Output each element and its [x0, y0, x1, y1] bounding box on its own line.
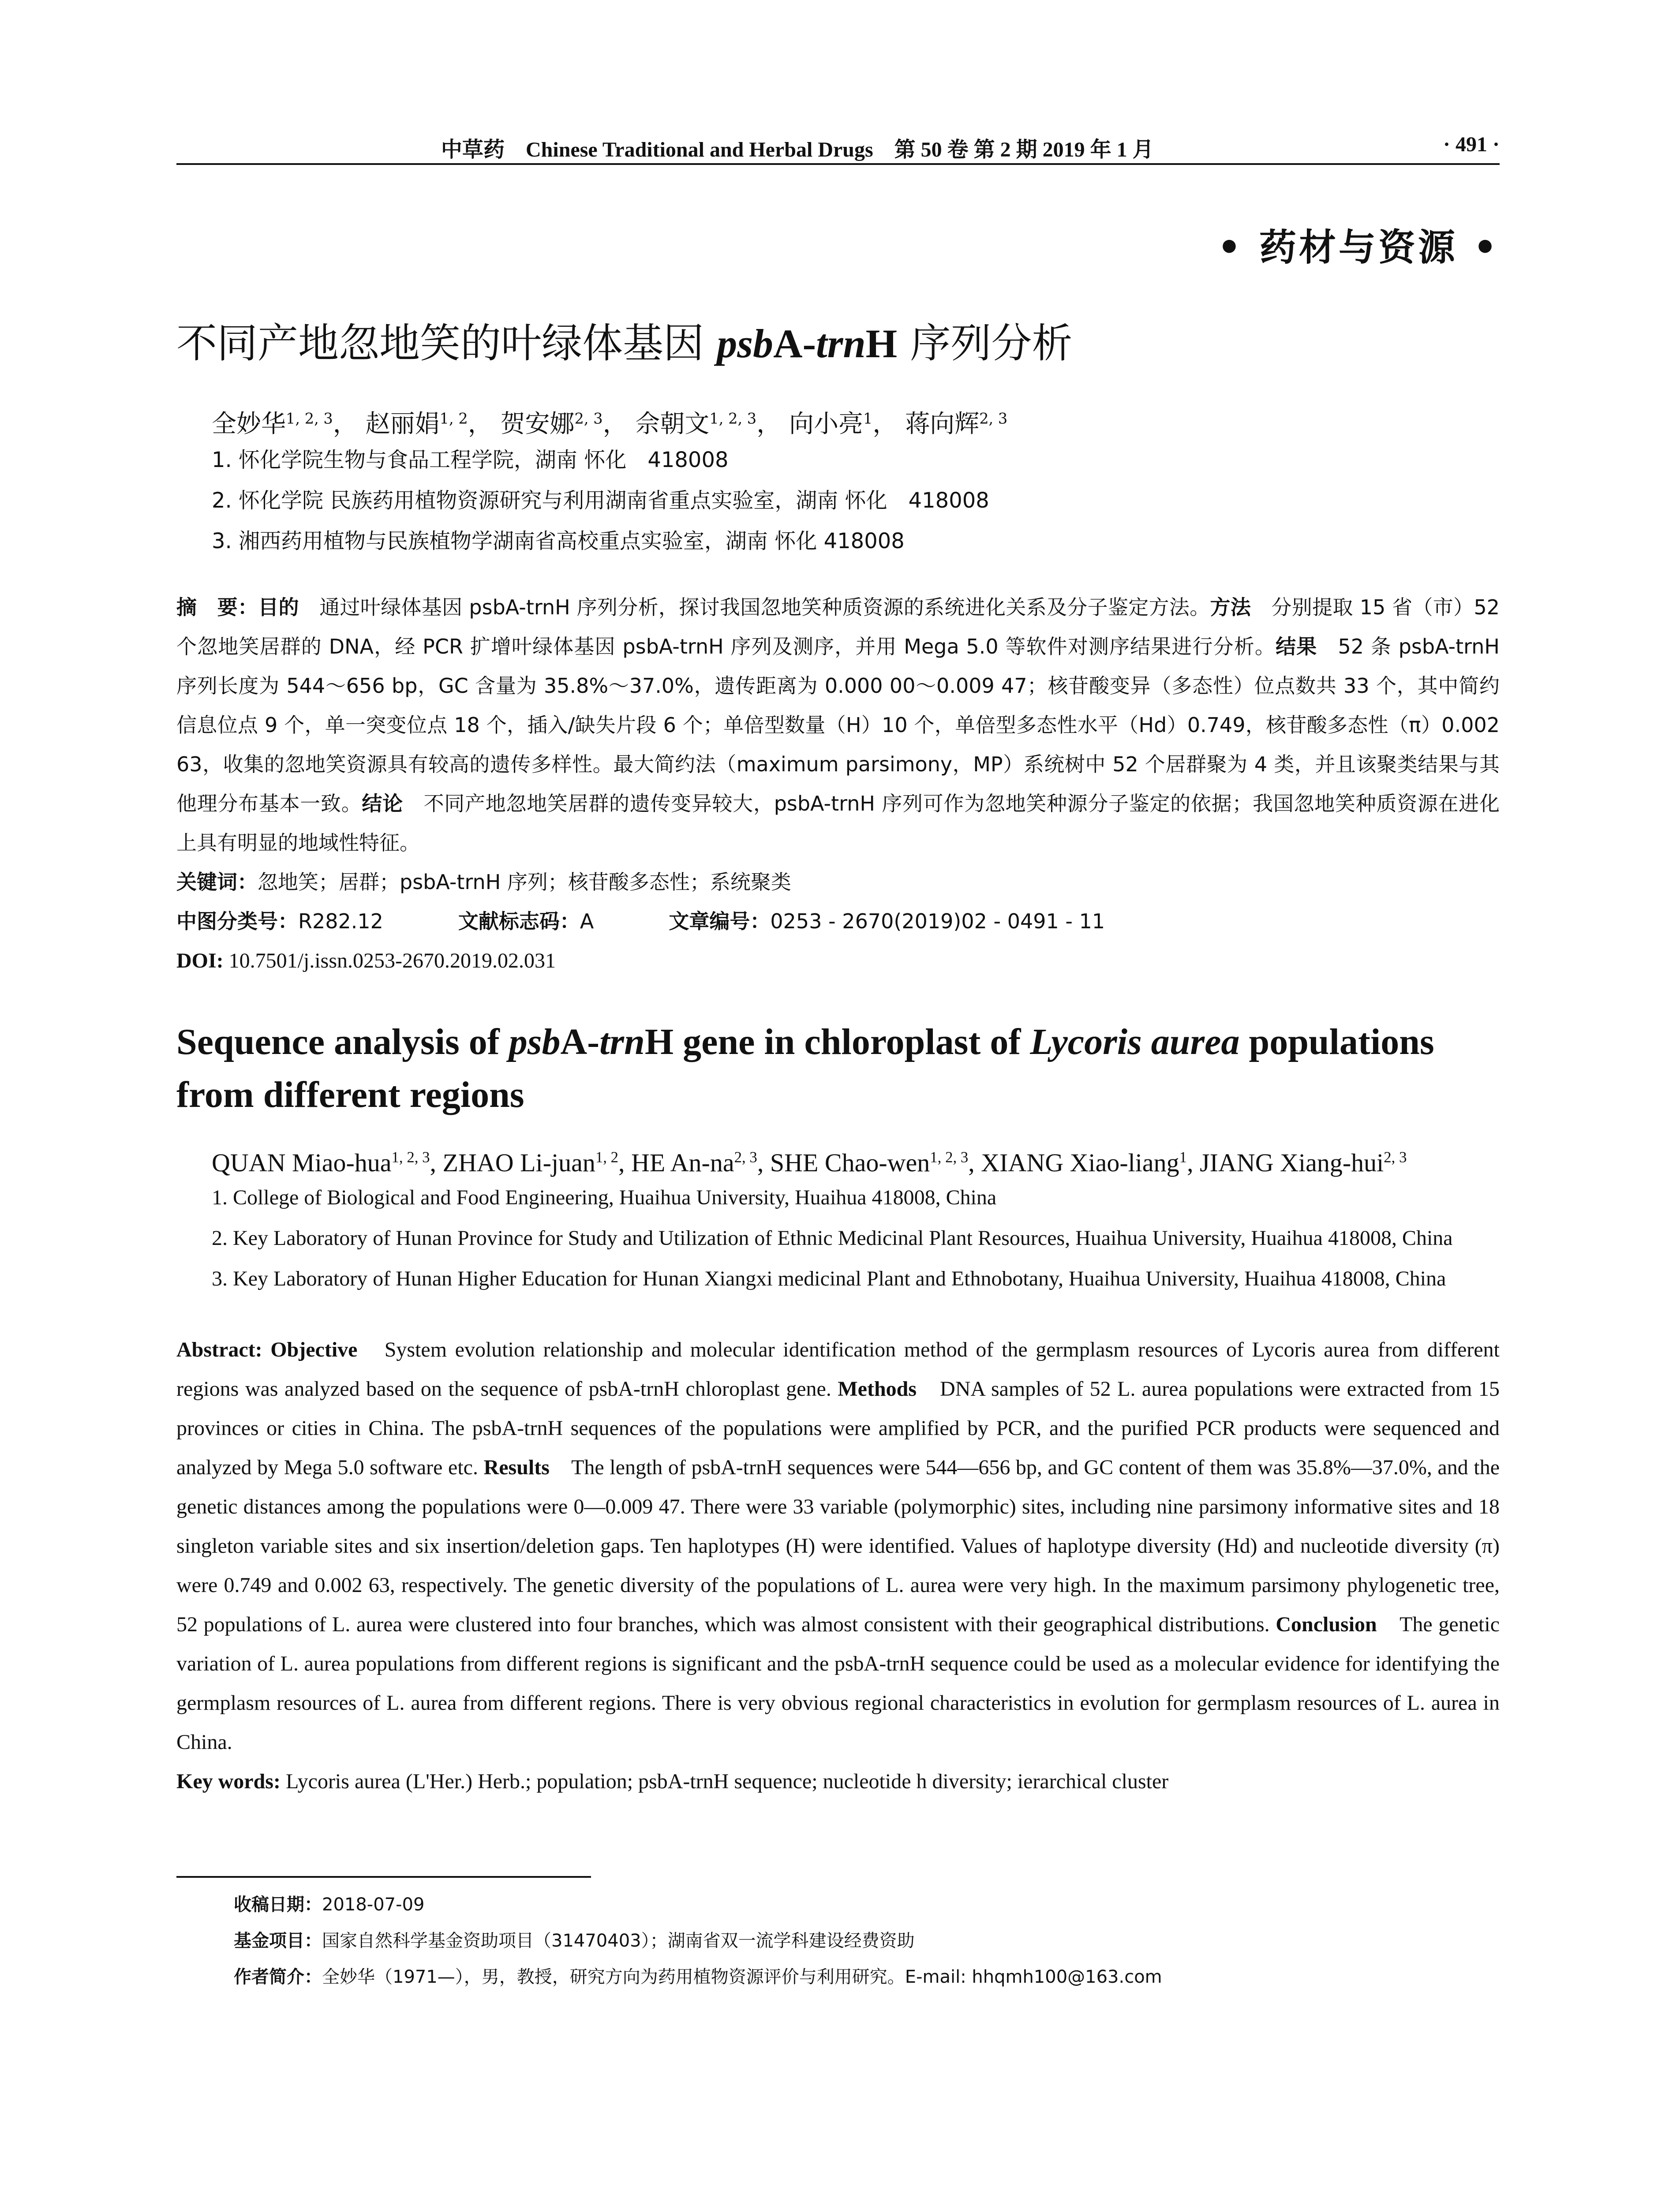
page-number: · 491 ·	[1443, 133, 1500, 156]
journal-header: 中草药 Chinese Traditional and Herbal Drugs 第 50 卷 第 2 期 2019 年 1 月	[441, 138, 1154, 161]
doi-value: 10.7501/j.issn.0253-2670.2019.02.031	[223, 949, 556, 972]
affiliation-en-item: 1. College of Biological and Food Engineering, Huaihua University, Huaihua 418008, China	[212, 1186, 997, 1209]
abstract-cn: 摘 要：目的 通过叶绿体基因 psbA-trnH 序列分析，探讨我国忽地笑种质资源的系统进化关系及分子鉴定方法。方法 分别提取 15 省（市）52 个忽地笑居群的 DNA，经 PCR 扩增叶绿体基因 psbA-trnH 序列及测序，并用 Mega 5.0 等软件对测序结果进行分析。结果 52 条 psbA-trnH 序列长度为 544～656 bp，GC 含量为 35.8%～37.0%，遗传距离为 0.000 00～0.009 47；核苷酸变异（多态性）位点数共 33 个，其中简约信息位点 9 个，单一突变位点 18 个，插入/缺失片段 6 个；单倍型数量（H）10 个，单倍型多态性水平（Hd）0.749，核苷酸多态性（π）0.002 63，收集的忽地笑资源具有较高的遗传多样性。最大简约法（maximum parsimony，MP）系统树中 52 个居群聚为 4 类，并且该聚类结果与其他理分布基本一致。结论 不同产地忽地笑居群的遗传变异较大，psbA-trnH 序列可作为忽地笑种源分子鉴定的依据；我国忽地笑种质资源在进化上具有明显的地域性特征。	[176, 595, 1500, 855]
author-cn: 向小亮	[789, 410, 863, 438]
english-title: Sequence analysis of psbA-trnH gene in chloroplast of Lycoris aurea populations from different regions	[176, 1021, 1434, 1115]
author-cn: 贺安娜	[500, 410, 575, 438]
keywords-en: Key words: Lycoris aurea (L'Her.) Herb.; population; psbA-trnH sequence; nucleotide h diversity; ierarchical cluster	[176, 1770, 1169, 1793]
affiliation-en-item: 2. Key Laboratory of Hunan Province for Study and Utilization of Ethnic Medicinal Plant Resources, Huaihua University, Huaihua 418008, China	[212, 1226, 1453, 1250]
authors-cn: 全妙华$^{1, 2, 3}$， 赵丽娟$^{1, 2}$， 贺安娜$^{2, 3}$， 佘朝文$^{1, 2, 3}$， 向小亮$^1$， 蒋向辉$^{2, 3}$	[212, 410, 1008, 438]
footnotes	[176, 1887, 1500, 1995]
author-en: ZHAO Li-juan	[442, 1148, 595, 1177]
author-en: XIANG Xiao-liang	[981, 1148, 1179, 1177]
abstract-en: Abstract: Objective System evolution relationship and molecular identification method of the germplasm resources of Lycoris aurea from different regions was analyzed based on the sequence of psbA-trnH chloroplast gene. Methods DNA samples of 52 L. aurea populations were extracted from 15 provinces or cities in China. The psbA-trnH sequences of the populations were amplified by PCR, and the purified PCR products were sequenced and analyzed by Mega 5.0 software etc. Results The length of psbA-trnH sequences were 544—656 bp, and GC content of them was 35.8%—37.0%, and the genetic distances among the populations were 0—0.009 47. There were 33 variable (polymorphic) sites, including nine parsimony informative sites and 18 singleton variable sites and six insertion/deletion gaps. Ten haplotypes (H) were identified. Values of haplotype diversity (Hd) and nucleotide diversity (π) were 0.749 and 0.002 63, respectively. The genetic diversity of the populations of L. aurea were very high. In the maximum parsimony phylogenetic tree, 52 populations of L. aurea were clustered into four branches, which was almost consistent with their geographical distributions. Conclusion The genetic variation of L. aurea populations from different regions is significant and the psbA-trnH sequence could be used as a molecular evidence for identifying the germplasm resources of L. aurea from different regions. There is very obvious regional characteristics in evolution for germplasm resources of L. aurea in China.	[176, 1338, 1500, 1754]
author-cn: 赵丽娟	[365, 410, 440, 438]
authors-en: QUAN Miao-hua$^{1, 2, 3}$, ZHAO Li-juan$^{1, 2}$, HE An-na$^{2, 3}$, SHE Chao-wen$^{1, 2, 3}$, XIANG Xiao-liang$^1$, JIANG Xiang-hui$^{2, 3}$	[212, 1148, 1407, 1177]
affiliation-cn-item: 2. 怀化学院 民族药用植物资源研究与利用湖南省重点实验室，湖南 怀化 418008	[212, 488, 989, 513]
author-bio: 作者简介：全妙华（1971—），男，教授，研究方向为药用植物资源评价与利用研究。E-mail: hhqmh100@163.com	[234, 1967, 1162, 1987]
classification-line: 中图分类号：R282.12 文献标志码：A 文章编号：0253 - 2670(2019)02 - 0491 - 11	[176, 909, 1105, 933]
affiliations-en	[176, 1177, 1500, 1299]
author-en: HE An-na	[631, 1148, 734, 1177]
section-label: • 药材与资源 •	[1217, 225, 1500, 269]
paper-page	[176, 132, 1500, 1995]
author-cn: 全妙华	[212, 410, 286, 438]
author-cn: 蒋向辉	[905, 410, 980, 438]
affiliation-cn-item: 1. 怀化学院生物与食品工程学院，湖南 怀化 418008	[212, 448, 729, 472]
affiliations-cn	[176, 440, 1500, 561]
affiliation-cn-item: 3. 湘西药用植物与民族植物学湖南省高校重点实验室，湖南 怀化 418008	[212, 529, 905, 553]
chinese-title: 不同产地忽地笑的叶绿体基因 psbA-trnH 序列分析	[176, 320, 1073, 367]
running-head	[176, 132, 1500, 165]
doi-line: DOI: 10.7501/j.issn.0253-2670.2019.02.031	[176, 949, 556, 972]
author-en: JIANG Xiang-hui	[1200, 1148, 1384, 1177]
received-date: 收稿日期：2018-07-09	[234, 1895, 425, 1915]
affiliation-en-item: 3. Key Laboratory of Hunan Higher Education for Hunan Xiangxi medicinal Plant and Ethnobotany, Huaihua University, Huaihua 418008, China	[212, 1267, 1446, 1290]
author-en: SHE Chao-wen	[770, 1148, 930, 1177]
author-cn: 佘朝文	[635, 410, 710, 438]
keywords-cn: 关键词：忽地笑；居群；psbA-trnH 序列；核苷酸多态性；系统聚类	[176, 870, 791, 894]
funding: 基金项目：国家自然科学基金资助项目（31470403）；湖南省双一流学科建设经费资助	[234, 1931, 915, 1951]
footnote-divider	[176, 1876, 591, 1878]
author-en: QUAN Miao-hua	[212, 1148, 392, 1177]
